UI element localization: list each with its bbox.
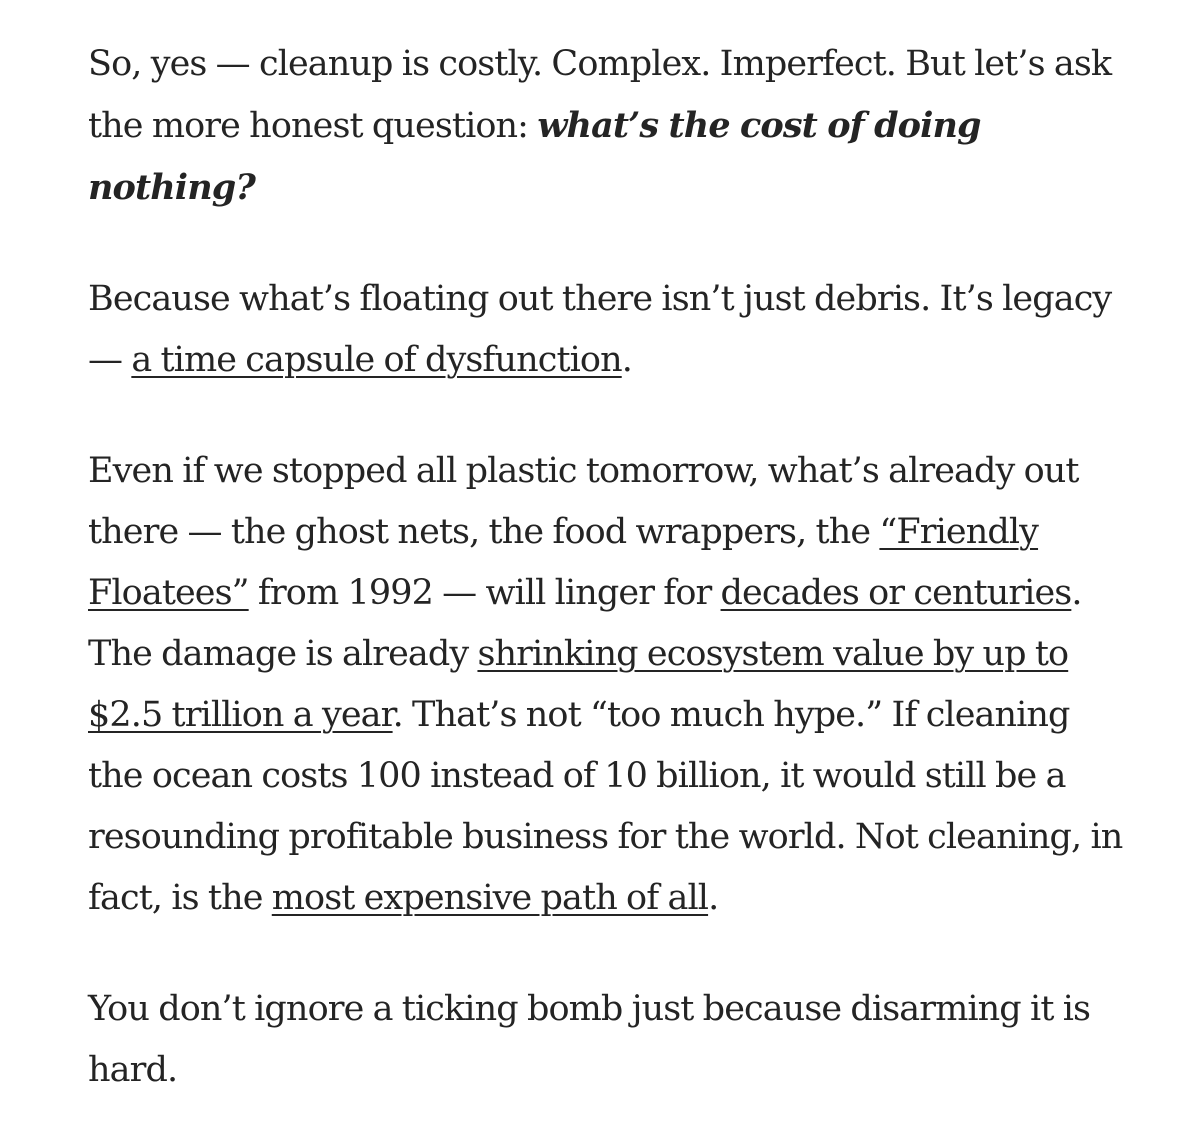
paragraph-text: So, yes — cleanup is costly. Complex. Imperfect. But let’s ask the more honest question: [88, 44, 1112, 146]
paragraph-text: You don’t ignore a ticking bomb just because disarming it is hard. [88, 989, 1091, 1090]
paragraph-text: from 1992 — will linger for [248, 573, 721, 613]
paragraph-text: . That’s not “too much hype.” If cleaning the ocean costs 100 instead of 10 billion, it would still be a resounding profitable business for the world. Not cleaning, in fact, is the [88, 695, 1123, 918]
paragraph-legacy [88, 269, 1128, 391]
link-friendly-floatees[interactable]: “Friendly Floatees” [88, 512, 1039, 613]
link-most-expensive-path[interactable]: most expensive path of all [271, 878, 709, 918]
link-ecosystem-value[interactable]: shrinking ecosystem value by up to $2.5 trillion a year [88, 634, 1069, 735]
paragraph-text: . [708, 878, 719, 918]
paragraph-text: Even if we stopped all plastic tomorrow, what’s already out there — the ghost nets, the food wrappers, the [88, 451, 1079, 552]
paragraph-text: . [621, 340, 632, 380]
paragraph-text: Because what’s floating out there isn’t just debris. It’s legacy — [88, 279, 1112, 380]
link-decades-or-centuries[interactable]: decades or centuries [720, 573, 1072, 613]
paragraph-cost-question [88, 34, 1128, 219]
article-body [88, 34, 1128, 1101]
link-time-capsule[interactable]: a time capsule of dysfunction [131, 340, 622, 380]
paragraph-ticking-bomb [88, 979, 1128, 1101]
paragraph-damage [88, 441, 1128, 929]
emphasized-question: what’s the cost of doing nothing? [88, 105, 981, 208]
paragraph-text: . The damage is already [88, 573, 1082, 674]
